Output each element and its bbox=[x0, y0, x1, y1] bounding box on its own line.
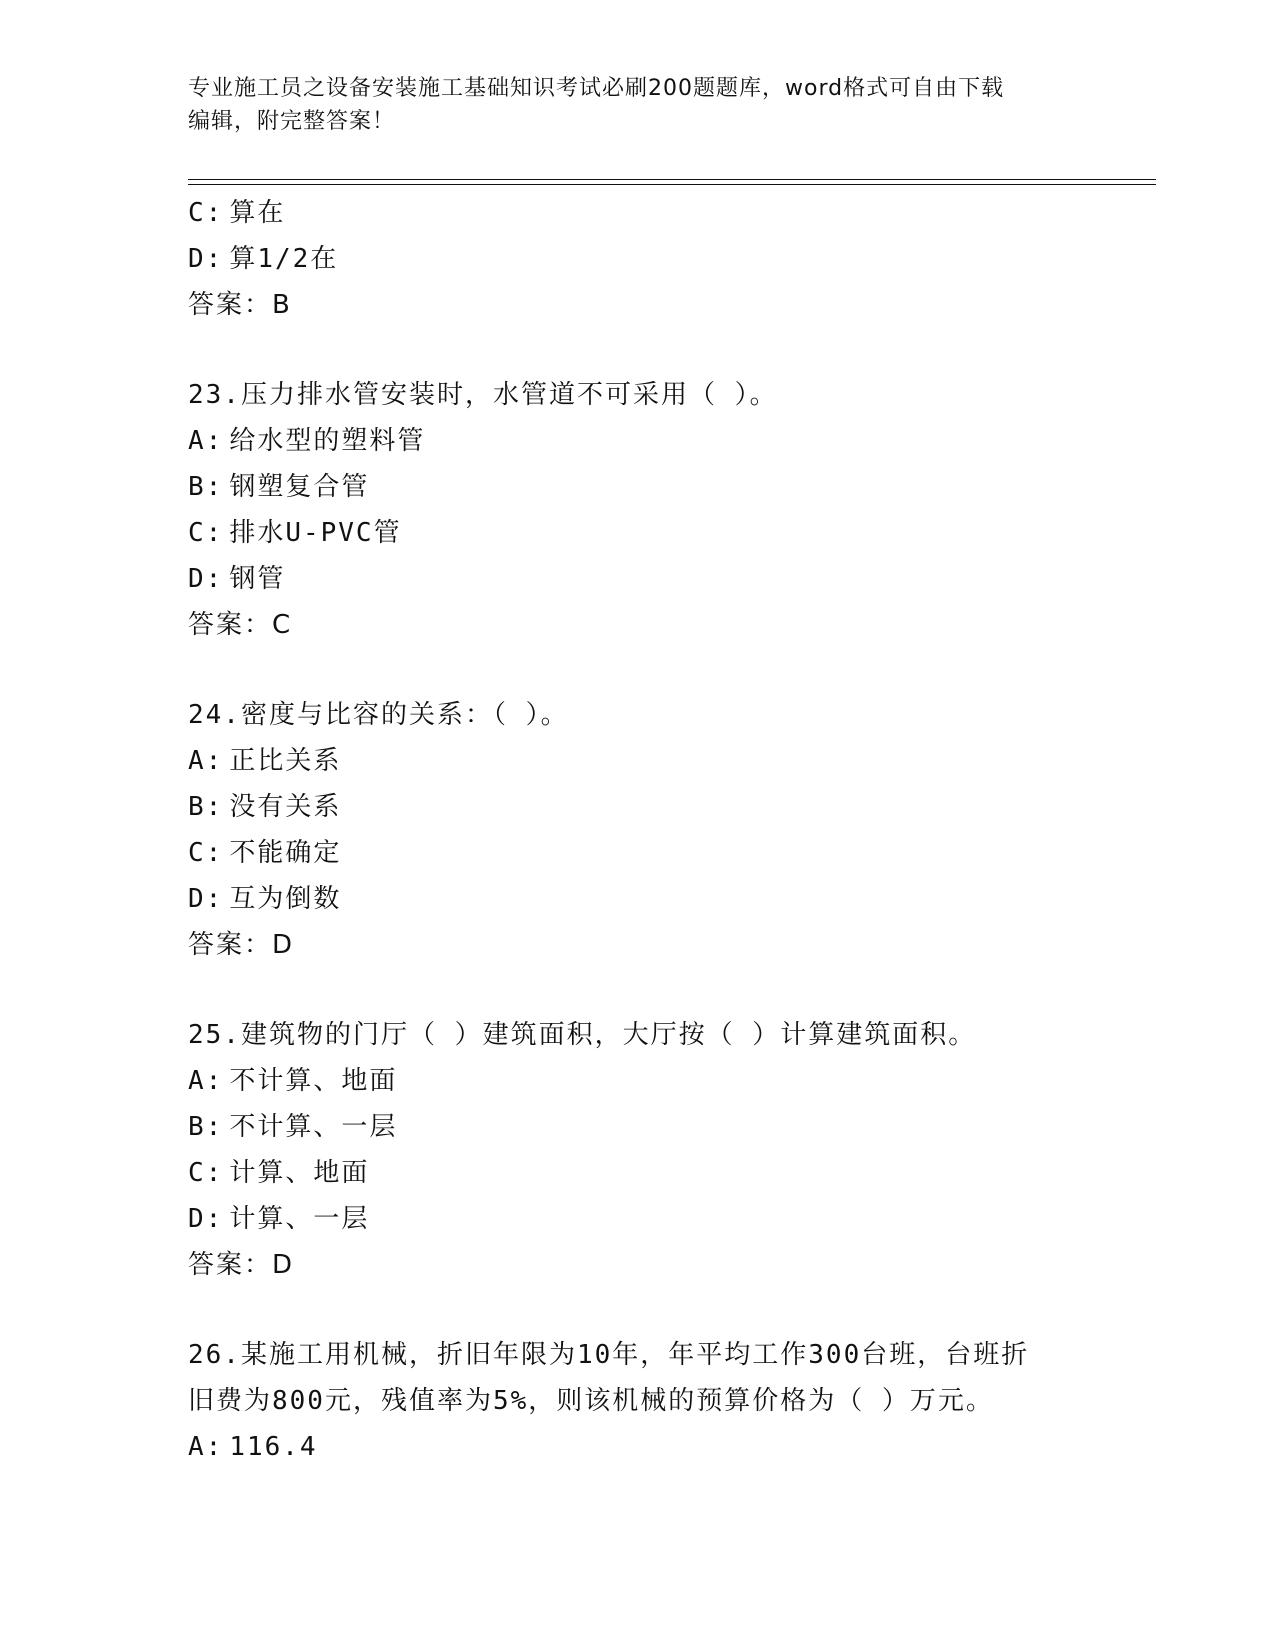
answer-label: 答案： bbox=[188, 610, 273, 640]
question-stem-line-2 bbox=[188, 1378, 1088, 1424]
option-text: 互为倒数 bbox=[229, 884, 342, 914]
option-text: 不计算、地面 bbox=[229, 1066, 398, 1096]
option-text: 正比关系 bbox=[229, 746, 342, 776]
option-label: D: bbox=[188, 884, 224, 914]
option-a bbox=[188, 738, 1088, 784]
option-text: 给水型的塑料管 bbox=[229, 426, 426, 456]
spacer bbox=[188, 648, 1088, 692]
option-text: 116.4 bbox=[229, 1432, 318, 1462]
option-d bbox=[188, 556, 1088, 602]
option-text: 算在 bbox=[229, 198, 286, 228]
question-text: 某施工用机械，折旧年限为10年，年平均工作300台班，台班折 bbox=[240, 1340, 1030, 1370]
option-label: C: bbox=[188, 198, 224, 228]
option-label: A: bbox=[188, 1432, 224, 1462]
option-a bbox=[188, 1424, 1088, 1470]
header-title-line-1: 专业施工员之设备安装施工基础知识考试必刷200题题库，word格式可自由下载 bbox=[188, 76, 1005, 101]
option-text: 不能确定 bbox=[229, 838, 342, 868]
option-label: A: bbox=[188, 1066, 224, 1096]
answer-value: D bbox=[272, 930, 293, 960]
question-text: 密度与比容的关系：（ ）。 bbox=[240, 700, 569, 730]
spacer bbox=[188, 1288, 1088, 1332]
option-text: 排水U-PVC管 bbox=[229, 518, 402, 548]
answer-value: C bbox=[272, 610, 291, 640]
option-label: D: bbox=[188, 1204, 224, 1234]
option-b bbox=[188, 464, 1088, 510]
spacer bbox=[188, 328, 1088, 372]
question-24 bbox=[188, 692, 1088, 968]
header-title-line-2: 编辑，附完整答案！ bbox=[188, 109, 396, 134]
option-b bbox=[188, 784, 1088, 830]
question-stem bbox=[188, 692, 1088, 738]
answer-label: 答案： bbox=[188, 290, 273, 320]
answer-line bbox=[188, 1242, 1088, 1288]
option-text: 计算、一层 bbox=[229, 1204, 370, 1234]
question-number: 24. bbox=[188, 700, 241, 730]
question-number: 23. bbox=[188, 380, 241, 410]
answer-line bbox=[188, 602, 1088, 648]
option-c bbox=[188, 510, 1088, 556]
option-c bbox=[188, 190, 1088, 236]
option-b bbox=[188, 1104, 1088, 1150]
question-text: 压力排水管安装时，水管道不可采用（ ）。 bbox=[240, 380, 778, 410]
question-number: 25. bbox=[188, 1020, 241, 1050]
option-text: 没有关系 bbox=[229, 792, 342, 822]
question-stem bbox=[188, 372, 1088, 418]
option-c bbox=[188, 1150, 1088, 1196]
answer-label: 答案： bbox=[188, 930, 273, 960]
answer-line bbox=[188, 282, 1088, 328]
option-label: C: bbox=[188, 1158, 224, 1188]
question-stem bbox=[188, 1012, 1088, 1058]
answer-line bbox=[188, 922, 1088, 968]
question-text: 旧费为800元，残值率为5%，则该机械的预算价格为（ ）万元。 bbox=[188, 1386, 994, 1416]
option-d bbox=[188, 236, 1088, 282]
question-stem-line-1 bbox=[188, 1332, 1088, 1378]
option-text: 不计算、一层 bbox=[229, 1112, 398, 1142]
option-a bbox=[188, 1058, 1088, 1104]
option-label: C: bbox=[188, 838, 224, 868]
option-a bbox=[188, 418, 1088, 464]
question-number: 26. bbox=[188, 1340, 241, 1370]
answer-value: B bbox=[272, 290, 290, 320]
question-23 bbox=[188, 372, 1088, 648]
option-label: D: bbox=[188, 244, 224, 274]
question-22-continued bbox=[188, 190, 1088, 328]
option-text: 计算、地面 bbox=[229, 1158, 370, 1188]
option-d bbox=[188, 1196, 1088, 1242]
option-d bbox=[188, 876, 1088, 922]
option-label: B: bbox=[188, 792, 224, 822]
option-label: A: bbox=[188, 426, 224, 456]
question-26 bbox=[188, 1332, 1088, 1470]
option-label: B: bbox=[188, 472, 224, 502]
header-divider-bottom bbox=[188, 184, 1156, 185]
document-header bbox=[188, 72, 1088, 138]
option-text: 钢塑复合管 bbox=[229, 472, 370, 502]
spacer bbox=[188, 968, 1088, 1012]
option-c bbox=[188, 830, 1088, 876]
option-label: C: bbox=[188, 518, 224, 548]
question-list bbox=[188, 190, 1088, 1470]
answer-label: 答案： bbox=[188, 1250, 273, 1280]
header-divider-top bbox=[188, 179, 1156, 180]
question-text: 建筑物的门厅（ ）建筑面积，大厅按（ ）计算建筑面积。 bbox=[240, 1020, 977, 1050]
question-25 bbox=[188, 1012, 1088, 1288]
option-label: D: bbox=[188, 564, 224, 594]
option-text: 算1/2在 bbox=[229, 244, 339, 274]
option-label: B: bbox=[188, 1112, 224, 1142]
option-text: 钢管 bbox=[229, 564, 286, 594]
option-label: A: bbox=[188, 746, 224, 776]
answer-value: D bbox=[272, 1250, 293, 1280]
